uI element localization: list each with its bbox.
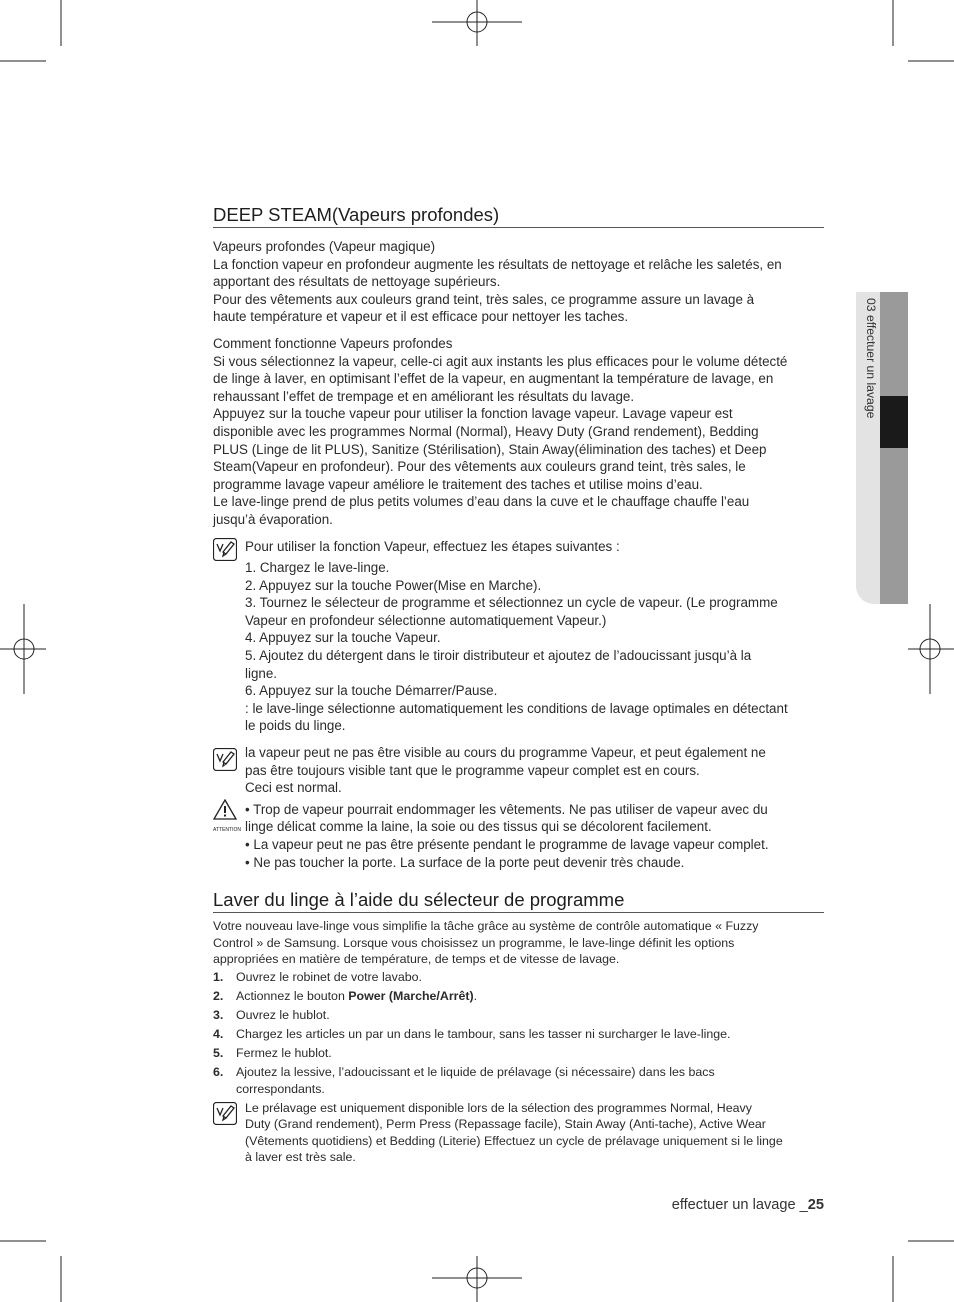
paragraph-how-it-works xyxy=(213,335,824,529)
step-number: 3. xyxy=(213,1008,224,1023)
caution-icon-wrapper xyxy=(213,799,241,833)
text-line: de linge à laver, en optimisant l’effet de la vapeur, en augmentant la température de lavage, en xyxy=(213,371,774,387)
text-line: PLUS (Linge de lit PLUS), Sanitize (Stérilisation), Stain Away(élimination des taches) et Deep xyxy=(213,441,767,457)
text-line: 1. Chargez le lave-linge. xyxy=(245,560,390,576)
text-line: • Ne pas toucher la porte. La surface de la porte peut devenir très chaude. xyxy=(245,854,685,870)
step-number: 1. xyxy=(213,970,224,985)
text-line: Le lave-linge prend de plus petits volumes d’eau dans la cuve et le chauffage chauffe l’eau xyxy=(213,494,750,510)
text-line: Si vous sélectionnez la vapeur, celle-ci agit aux instants les plus efficaces pour le volume détecté xyxy=(213,353,788,369)
text-line: Votre nouveau lave-linge vous simplifie la tâche grâce au système de contrôle automatique « Fuzzy xyxy=(213,919,759,934)
list-item xyxy=(213,969,824,985)
text-line: Appuyez sur la touche vapeur pour utiliser la fonction lavage vapeur. Lavage vapeur est xyxy=(213,406,733,422)
list-item xyxy=(213,1007,824,1023)
text-line: • La vapeur peut ne pas être présente pendant le programme de lavage vapeur complet. xyxy=(245,837,769,852)
text-line: le poids du linge. xyxy=(245,718,346,734)
text-line: La fonction vapeur en profondeur augmente les résultats de nettoyage et relâche les saletés, en xyxy=(213,256,782,272)
text-line: Vapeur en profondeur sélectionne automatiquement Vapeur.) xyxy=(245,612,607,628)
footer-text: effectuer un lavage _ xyxy=(671,1197,808,1213)
chapter-tab-marker xyxy=(880,396,908,448)
list-item xyxy=(213,1026,824,1042)
step-number: 4. xyxy=(213,1027,224,1042)
step-bold-text: Power (Marche/Arrêt) xyxy=(348,989,474,1004)
note-icon xyxy=(213,538,237,561)
text-line: Pour des vêtements aux couleurs grand teint, très sales, ce programme assure un lavage à xyxy=(213,291,755,307)
caution-block xyxy=(213,801,824,871)
step-text: Actionnez le bouton xyxy=(236,989,349,1004)
text-line: programme lavage vapeur améliore le traitement des taches et utilise moins d’eau. xyxy=(213,476,703,492)
text-line: 2. Appuyez sur la touche Power(Mise en Marche). xyxy=(245,577,542,593)
text-line: 3. Tournez le sélecteur de programme et sélectionnez un cycle de vapeur. (Le programme xyxy=(245,595,778,611)
step-number: 6. xyxy=(213,1065,224,1080)
step-text: Ouvrez le robinet de votre lavabo. xyxy=(236,970,422,985)
step-text: Chargez les articles un par un dans le tambour, sans les tasser ni surcharger le lave-linge. xyxy=(236,1027,731,1042)
text-line: 4. Appuyez sur la touche Vapeur. xyxy=(245,630,441,646)
text-line: Duty (Grand rendement), Perm Press (Repassage facile), Stain Away (Anti-tache), Active Wear xyxy=(245,1117,766,1132)
paragraph-intro xyxy=(213,238,824,326)
step-text: Ouvrez le hublot. xyxy=(236,1008,330,1023)
text-line: pas être toujours visible tant que le programme vapeur complet est en cours. xyxy=(245,762,700,778)
list-item xyxy=(213,1064,824,1097)
page-content xyxy=(213,204,824,1165)
text-line: apportant des résultats de nettoyage supérieurs. xyxy=(213,274,501,290)
text-line: rehaussant l’effet de trempage et en améliorant les résultats du lavage. xyxy=(213,388,635,404)
note-icon xyxy=(213,1102,237,1125)
text-line: disponible avec les programmes Normal (Normal), Heavy Duty (Grand rendement), Bedding xyxy=(213,423,759,439)
page-footer xyxy=(672,1197,824,1213)
text-line: haute température et vapeur et il est efficace pour nettoyer les taches. xyxy=(213,309,629,325)
step-text-after: . xyxy=(473,989,478,1004)
text-line: Pour utiliser la fonction Vapeur, effectuez les étapes suivantes : xyxy=(245,538,620,554)
chapter-tab-bar xyxy=(880,292,908,396)
text-line: la vapeur peut ne pas être visible au cours du programme Vapeur, et peut également ne xyxy=(245,745,766,761)
step-text: Ajoutez la lessive, l’adoucissant et le liquide de prélavage (si nécessaire) dans les bacs xyxy=(236,1065,715,1080)
text-line: Comment fonctionne Vapeurs profondes xyxy=(213,335,453,351)
list-item xyxy=(213,1045,824,1061)
page-number: 25 xyxy=(807,1197,824,1213)
text-line: Steam(Vapeur en profondeur). Pour des vêtements aux couleurs grand teint, très sales, le xyxy=(213,459,746,475)
text-line: 5. Ajoutez du détergent dans le tiroir distributeur et ajoutez de l’adoucissant jusqu’à la xyxy=(245,648,752,664)
step-number: 5. xyxy=(213,1046,224,1061)
step-number: 2. xyxy=(213,989,224,1004)
text-line: jusqu’à évaporation. xyxy=(213,511,333,527)
note-prewash xyxy=(213,1100,824,1166)
text-line: Vapeurs profondes (Vapeur magique) xyxy=(213,239,436,254)
section-title-program-selector: Laver du linge à l’aide du sélecteur de programme xyxy=(213,889,824,913)
text-line: à laver est très sale. xyxy=(245,1150,356,1165)
paragraph-program-intro xyxy=(213,918,824,967)
text-line: Ceci est normal. xyxy=(245,780,342,796)
text-line: appropriées en matière de température, de temps et de vitesse de lavage. xyxy=(213,952,620,966)
section-title-deep-steam: DEEP STEAM(Vapeurs profondes) xyxy=(213,204,824,228)
text-line: Le prélavage est uniquement disponible lors de la sélection des programmes Normal, Heavy xyxy=(245,1100,752,1115)
step-text: Fermez le hublot. xyxy=(236,1046,332,1061)
text-line: ligne. xyxy=(245,665,278,681)
text-line: 6. Appuyez sur la touche Démarrer/Pause. xyxy=(245,683,498,699)
text-line: linge délicat comme la laine, la soie ou des tissus qui se décolorent facilement. xyxy=(245,819,712,835)
caution-label: ATTENTION xyxy=(213,826,241,833)
note-icon xyxy=(213,748,237,771)
text-line: : le lave-linge sélectionne automatiquement les conditions de lavage optimales en détectant xyxy=(245,700,788,716)
text-line: (Vêtements quotidiens) et Bedding (Literie) Effectuez un cycle de prélavage uniquement si le linge xyxy=(245,1133,783,1148)
text-line: • Trop de vapeur pourrait endommager les vêtements. Ne pas utiliser de vapeur avec du xyxy=(245,801,768,817)
note-steam-steps xyxy=(213,538,824,736)
text-line: Control » de Samsung. Lorsque vous choisissez un programme, le lave-linge définit les options xyxy=(213,935,735,950)
step-text-continued: correspondants. xyxy=(236,1081,325,1096)
note-steam-visibility xyxy=(213,744,824,797)
warning-icon xyxy=(213,799,237,821)
wash-steps-list xyxy=(213,969,824,1097)
list-item xyxy=(213,988,824,1004)
chapter-tab-bar xyxy=(880,448,908,604)
chapter-tab-label: 03 effectuer un lavage xyxy=(864,298,878,419)
